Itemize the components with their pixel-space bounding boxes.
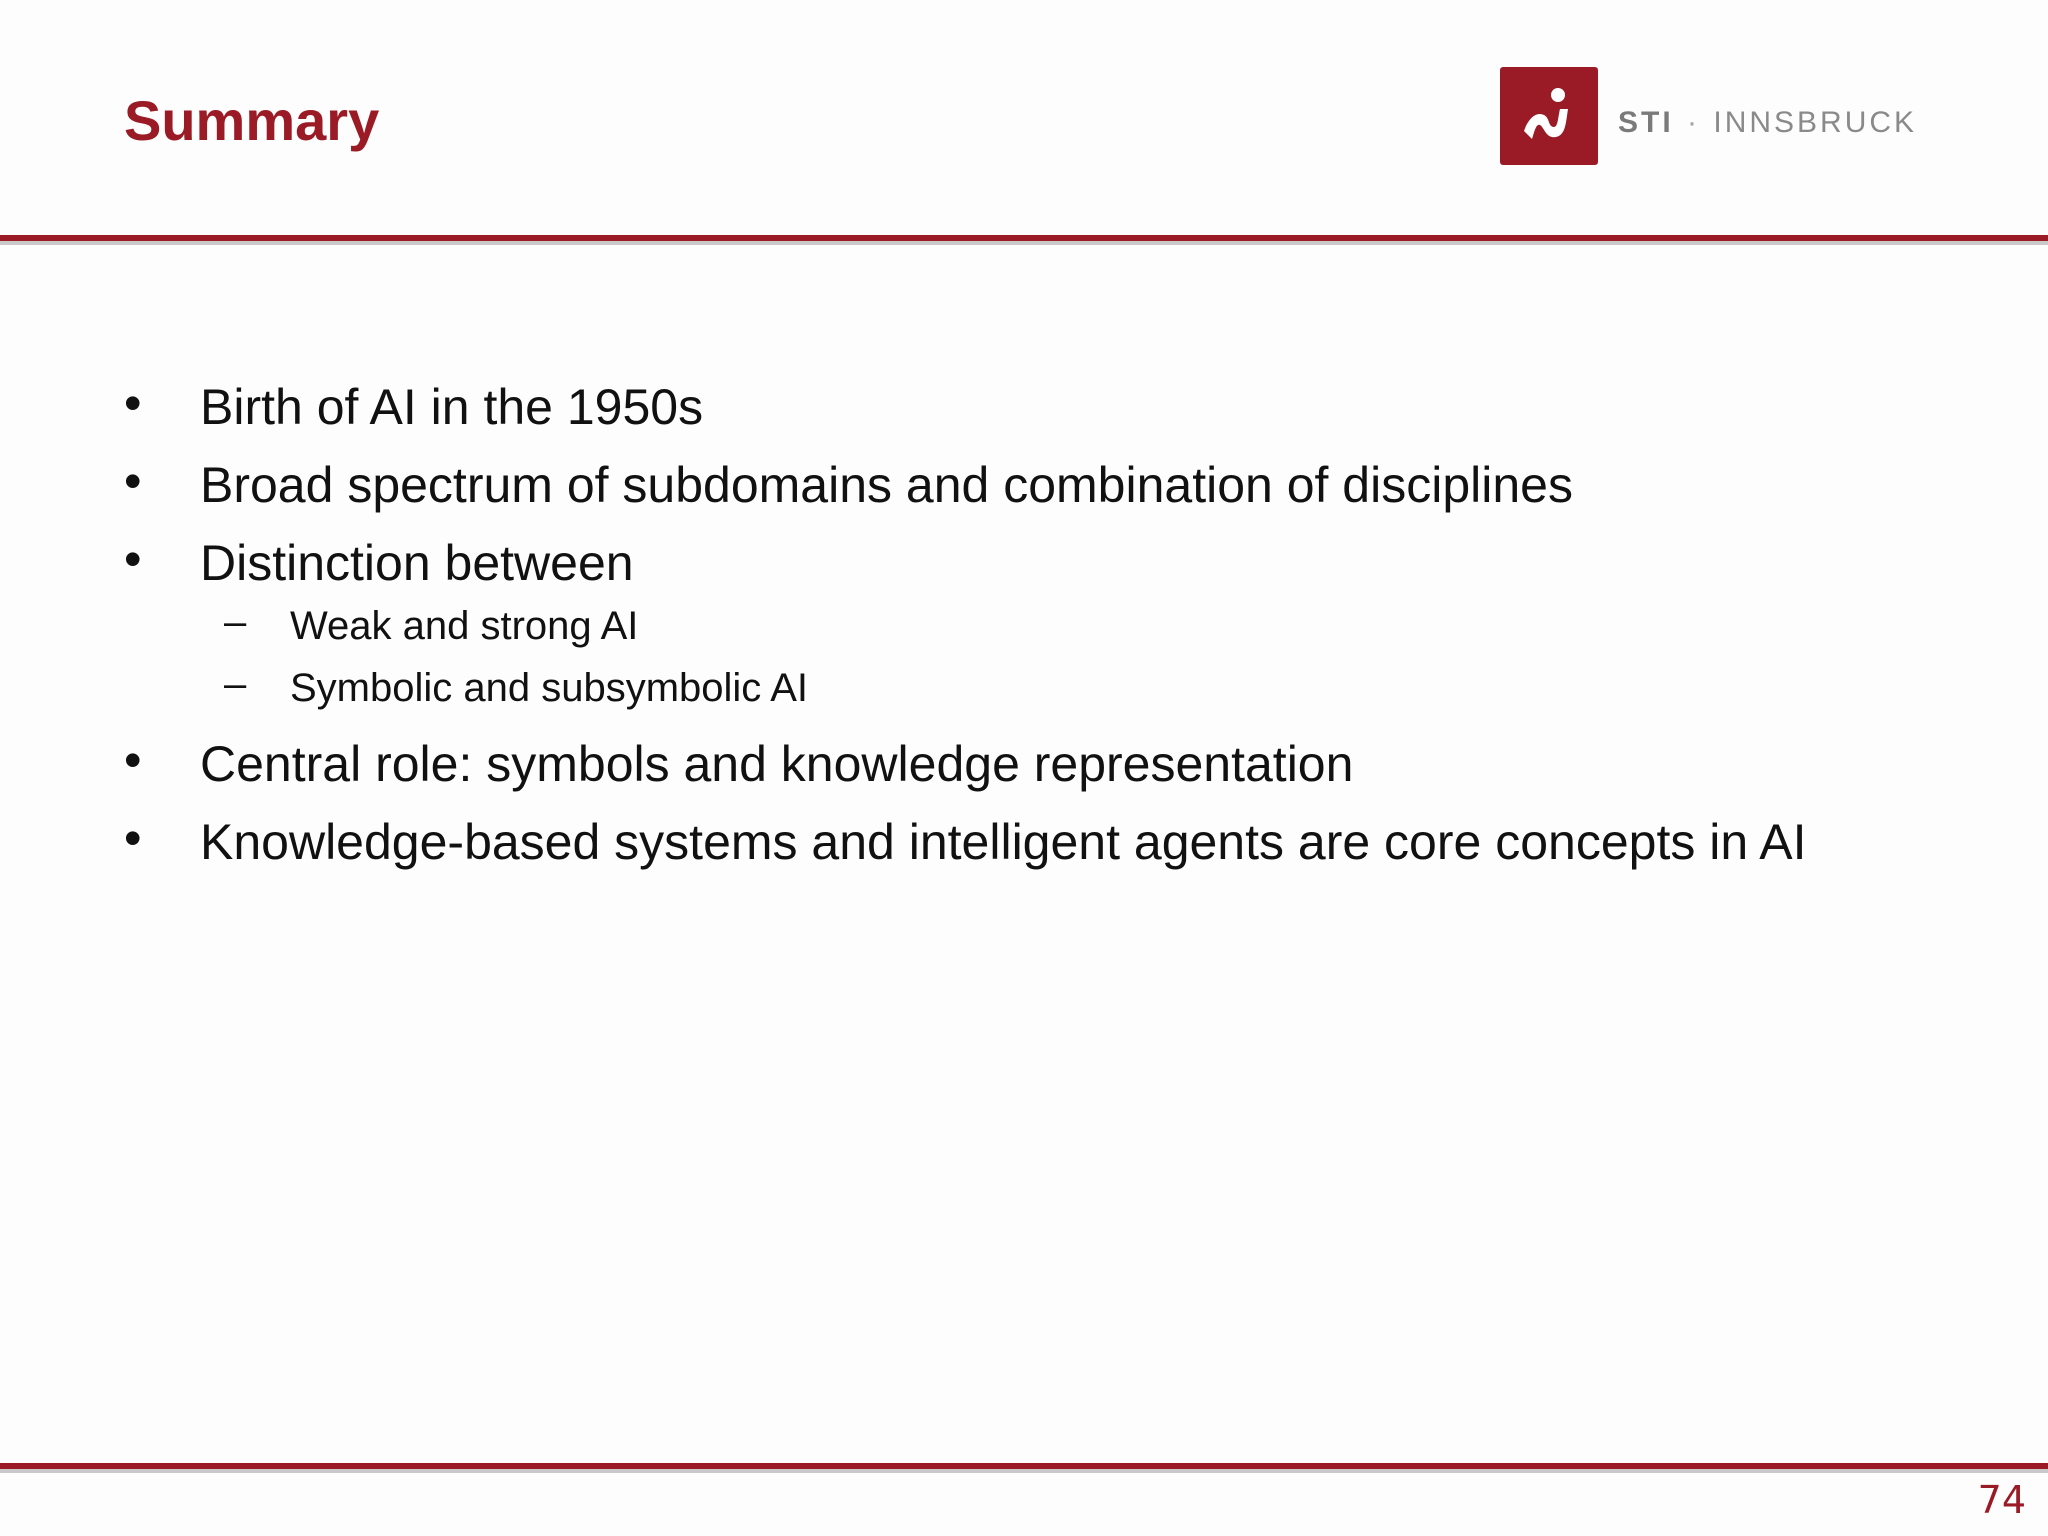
sti-figure-glyph xyxy=(1514,81,1584,151)
bullet-text: Distinction between xyxy=(200,535,634,591)
sti-innsbruck-logo xyxy=(1500,67,1917,165)
sub-bullet-text: Symbolic and subsymbolic AI xyxy=(290,666,809,710)
sub-bullet-marker: – xyxy=(224,600,247,644)
bullet-marker: • xyxy=(124,375,142,431)
sub-bullet-marker: – xyxy=(224,662,247,706)
sub-bullet-text: Weak and strong AI xyxy=(290,604,639,648)
bullet-text: Broad spectrum of subdomains and combination of disciplines xyxy=(200,457,1573,513)
logo-brand: STI xyxy=(1618,106,1674,139)
bullet-marker: • xyxy=(124,453,142,509)
page-number: 74 xyxy=(1977,1478,2026,1522)
footer-rule-shadow xyxy=(0,1469,2048,1473)
logo-wordmark xyxy=(1618,92,1917,140)
bullet-marker: • xyxy=(124,531,142,587)
logo-name: INNSBRUCK xyxy=(1713,106,1918,139)
slide-title: Summary xyxy=(124,89,380,152)
bullet-text: Central role: symbols and knowledge representation xyxy=(200,736,1354,792)
logo-separator: · xyxy=(1687,106,1701,139)
bullet-text: Knowledge-based systems and intelligent agents are core concepts in AI xyxy=(200,814,1807,870)
header-rule-shadow xyxy=(0,241,2048,245)
bullet-marker: • xyxy=(124,732,142,788)
bullet-text: Birth of AI in the 1950s xyxy=(200,379,704,435)
bullet-marker: • xyxy=(124,810,142,866)
sti-figure-logo-icon xyxy=(1500,67,1598,165)
